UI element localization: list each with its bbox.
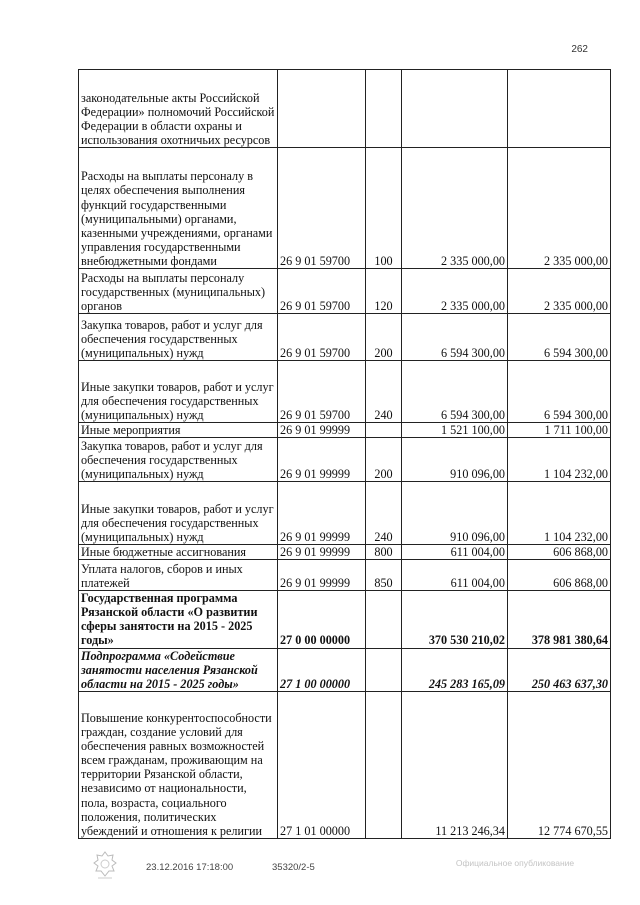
- row-amount-year2-cell: 1 104 232,00: [508, 438, 611, 482]
- row-amount-year1-cell: 2 335 000,00: [402, 148, 508, 269]
- row-code-cell: 26 9 01 59700: [278, 269, 366, 314]
- row-name-cell: Иные закупки товаров, работ и услуг для обеспечения государственных (муниципальных) нужд: [79, 482, 278, 545]
- row-code-cell: 26 9 01 59700: [278, 148, 366, 269]
- row-code-cell: [278, 70, 366, 148]
- row-amount-year1-cell: 910 096,00: [402, 482, 508, 545]
- row-code-cell: 26 9 01 99999: [278, 423, 366, 438]
- row-expense-type-cell: [366, 591, 402, 648]
- row-expense-type-cell: 120: [366, 269, 402, 314]
- table-row: [79, 560, 611, 591]
- row-name-cell: Расходы на выплаты персоналу государственных (муниципальных) органов: [79, 269, 278, 314]
- row-code-cell: 27 0 00 00000: [278, 591, 366, 648]
- row-code-cell: 26 9 01 99999: [278, 545, 366, 560]
- row-amount-year2-cell: 250 463 637,30: [508, 648, 611, 691]
- row-name-cell: Государственная программа Рязанской области «О развитии сферы занятости на 2015 - 2025 годы»: [79, 591, 278, 648]
- table-row: [79, 545, 611, 560]
- row-code-cell: 26 9 01 99999: [278, 482, 366, 545]
- row-expense-type-cell: 850: [366, 560, 402, 591]
- row-amount-year1-cell: [402, 70, 508, 148]
- row-name-cell: Закупка товаров, работ и услуг для обеспечения государственных (муниципальных) нужд: [79, 438, 278, 482]
- row-name-cell: Расходы на выплаты персоналу в целях обеспечения выполнения функций государственными (муниципальными) органами, казенными учреждениями, органами управления государственными внебюджетными фондами: [79, 148, 278, 269]
- row-expense-type-cell: 240: [366, 482, 402, 545]
- table-row: [79, 423, 611, 438]
- row-code-cell: 26 9 01 99999: [278, 438, 366, 482]
- table-row: [79, 361, 611, 423]
- emblem-icon: [92, 850, 118, 882]
- row-code-cell: 26 9 01 59700: [278, 314, 366, 361]
- table-row: [79, 314, 611, 361]
- row-expense-type-cell: 200: [366, 438, 402, 482]
- row-expense-type-cell: [366, 70, 402, 148]
- row-amount-year2-cell: 378 981 380,64: [508, 591, 611, 648]
- row-expense-type-cell: 100: [366, 148, 402, 269]
- row-name-cell: Иные закупки товаров, работ и услуг для обеспечения государственных (муниципальных) нужд: [79, 361, 278, 423]
- row-code-cell: 26 9 01 99999: [278, 560, 366, 591]
- row-amount-year2-cell: 606 868,00: [508, 545, 611, 560]
- row-expense-type-cell: [366, 423, 402, 438]
- table-row: [79, 691, 611, 838]
- row-amount-year2-cell: 606 868,00: [508, 560, 611, 591]
- row-expense-type-cell: 240: [366, 361, 402, 423]
- table-row: [79, 148, 611, 269]
- row-code-cell: 27 1 01 00000: [278, 691, 366, 838]
- table-row: [79, 482, 611, 545]
- table-row: [79, 438, 611, 482]
- row-name-cell: Иные мероприятия: [79, 423, 278, 438]
- row-expense-type-cell: 200: [366, 314, 402, 361]
- row-amount-year2-cell: 1 104 232,00: [508, 482, 611, 545]
- row-expense-type-cell: [366, 691, 402, 838]
- page-number: 262: [571, 44, 588, 55]
- row-name-cell: Подпрограмма «Содействие занятости населения Рязанской области на 2015 - 2025 годы»: [79, 648, 278, 691]
- row-amount-year1-cell: 11 213 246,34: [402, 691, 508, 838]
- table-row: [79, 648, 611, 691]
- row-amount-year1-cell: 611 004,00: [402, 560, 508, 591]
- row-name-cell: Закупка товаров, работ и услуг для обеспечения государственных (муниципальных) нужд: [79, 314, 278, 361]
- row-code-cell: 27 1 00 00000: [278, 648, 366, 691]
- row-name-cell: Повышение конкурентоспособности граждан, создание условий для обеспечения равных возможностей всем гражданам, проживающим на территории Рязанской области, независимо от национальности, пола, возраста, социального положения, политических убеждений и отношения к религии: [79, 691, 278, 838]
- row-amount-year1-cell: 6 594 300,00: [402, 314, 508, 361]
- watermark: Официальное опубликование: [455, 858, 575, 868]
- row-amount-year2-cell: 2 335 000,00: [508, 148, 611, 269]
- footer: [0, 858, 640, 888]
- row-expense-type-cell: 800: [366, 545, 402, 560]
- row-amount-year1-cell: 370 530 210,02: [402, 591, 508, 648]
- budget-table: [78, 69, 611, 839]
- table-row: [79, 70, 611, 148]
- row-amount-year1-cell: 6 594 300,00: [402, 361, 508, 423]
- row-name-cell: Иные бюджетные ассигнования: [79, 545, 278, 560]
- table-row: [79, 591, 611, 648]
- footer-doc-number: 35320/2-5: [272, 862, 315, 873]
- row-name-cell: законодательные акты Российской Федерации» полномочий Российской Федерации в области охраны и использования охотничьих ресурсов: [79, 70, 278, 148]
- row-amount-year2-cell: 2 335 000,00: [508, 269, 611, 314]
- row-amount-year1-cell: 245 283 165,09: [402, 648, 508, 691]
- row-code-cell: 26 9 01 59700: [278, 361, 366, 423]
- row-name-cell: Уплата налогов, сборов и иных платежей: [79, 560, 278, 591]
- row-amount-year2-cell: 6 594 300,00: [508, 361, 611, 423]
- row-amount-year1-cell: 1 521 100,00: [402, 423, 508, 438]
- row-amount-year1-cell: 910 096,00: [402, 438, 508, 482]
- footer-timestamp: 23.12.2016 17:18:00: [146, 862, 234, 873]
- row-amount-year2-cell: 6 594 300,00: [508, 314, 611, 361]
- row-amount-year2-cell: 12 774 670,55: [508, 691, 611, 838]
- row-amount-year1-cell: 2 335 000,00: [402, 269, 508, 314]
- row-amount-year1-cell: 611 004,00: [402, 545, 508, 560]
- row-amount-year2-cell: [508, 70, 611, 148]
- row-amount-year2-cell: 1 711 100,00: [508, 423, 611, 438]
- row-expense-type-cell: [366, 648, 402, 691]
- table-row: [79, 269, 611, 314]
